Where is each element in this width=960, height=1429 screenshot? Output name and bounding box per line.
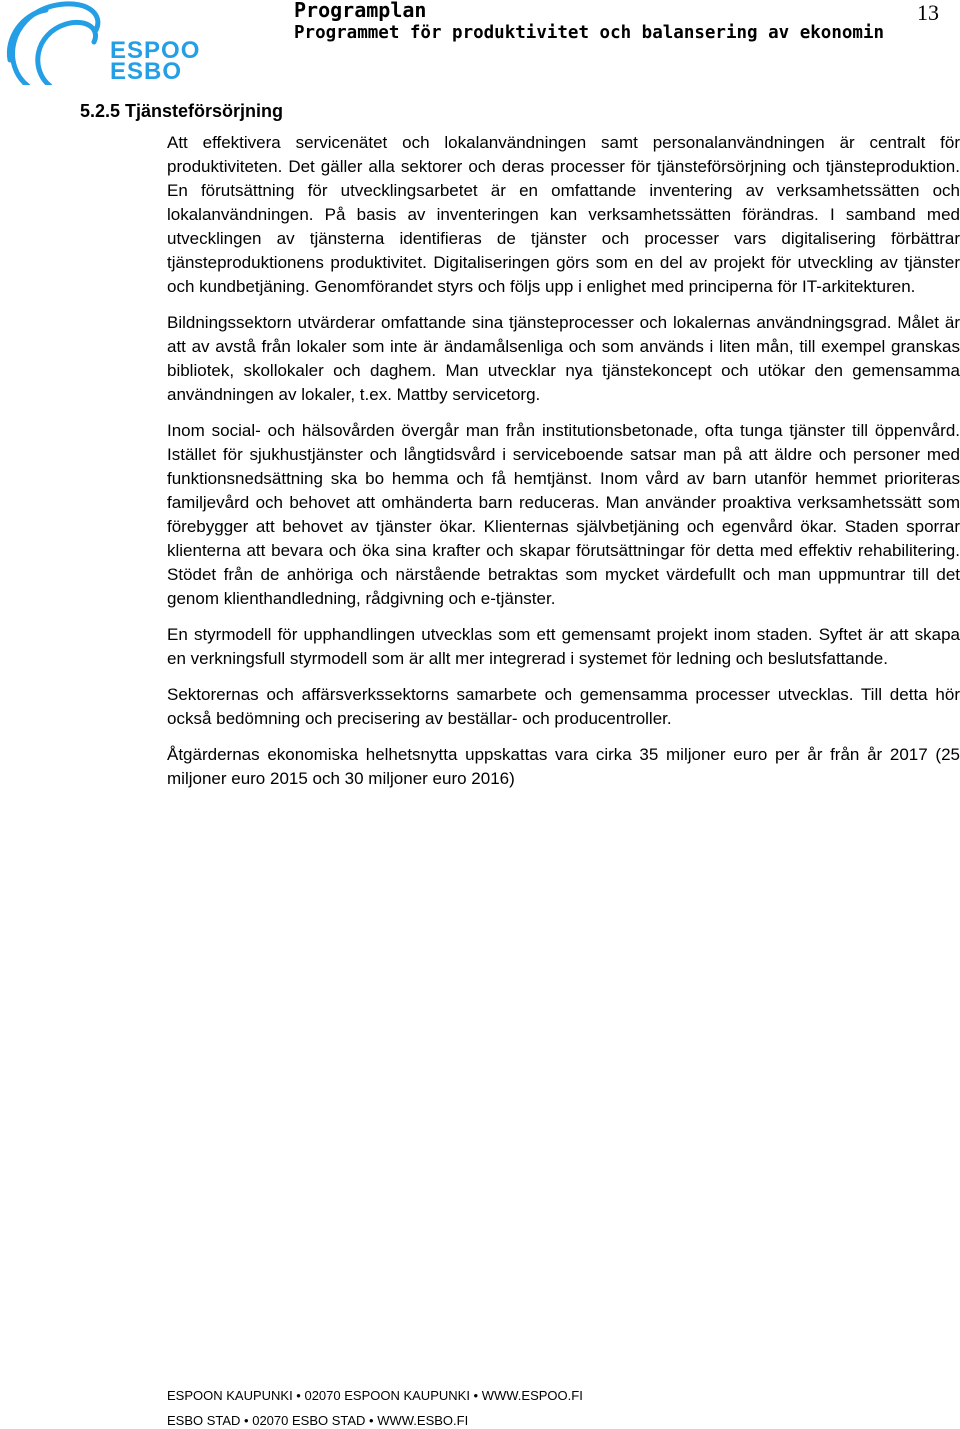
document-title: Programplan [294, 0, 427, 22]
logo-text-espoo: ESPOO [110, 37, 201, 64]
logo-text-esbo: ESBO [110, 58, 183, 85]
document-subtitle: Programmet för produktivitet och balansering av ekonomin [294, 23, 885, 43]
footer-swedish: ESBO STAD • 02070 ESBO STAD • WWW.ESBO.FI [167, 1413, 469, 1428]
page-number: 13 [917, 0, 939, 25]
body-text [167, 131, 960, 803]
espoo-swirl-icon [0, 0, 110, 85]
paragraph: Åtgärdernas ekonomiska helhetsnytta uppskattas vara cirka 35 miljoner euro per år från år 2017 (25 miljoner euro 2015 och 30 miljoner euro 2016) [167, 745, 960, 788]
paragraph: Inom social- och hälsovården övergår man från institutionsbetonade, ofta tunga tjänster till öppenvård. Istället för sjukhustjänster och långtidsvård i serviceboende satsar man på att äldre och personer med funktionsnedsättning ska bo hemma och få hemtjänst. Inom vård av barn utanför hemmet prioriteras familjevård och behovet att omhänderta barn reduceras. Man använder proaktiva verksamhetssätt som förebygger att behovet av tjänster ökar. Klienternas självbetjäning och egenvård ökar. Staden sporrar klienterna att bevara och öka sina krafter och skapar förutsättningar för detta med effektiv rehabilitering. Stödet från de anhöriga och närstående betraktas som mycket värdefullt och man uppmuntrar till det genom klienthandledning, rådgivning och e-tjänster. [167, 421, 960, 608]
paragraph: Sektorernas och affärsverkssektorns samarbete och gemensamma processer utvecklas. Till detta hör också bedömning och precisering av beställar- och producentroller. [167, 685, 960, 728]
paragraph: Bildningssektorn utvärderar omfattande sina tjänsteprocesser och lokalernas användningsgrad. Målet är att av avstå från lokaler som inte är ändamålsenliga och som används i liten mån, till exempel granskas bibliotek, skollokaler och daghem. Man utvecklar nya tjänstekoncept och utökar den gemensamma användningen av lokaler, t.ex. Mattby servicetorg. [167, 313, 960, 404]
espoo-esbo-logo [0, 0, 200, 85]
paragraph: Att effektivera servicenätet och lokalanvändningen samt personalanvändningen är centralt för produktiviteten. Det gäller alla sektorer och deras processer för tjänsteförsörjning och tjänsteproduktion. En förutsättning för utvecklingsarbetet är en omfattande inventering av verksamhetssätten och lokalanvändningen. På basis av inventeringen kan verksamhetssätten förändras. I samband med utvecklingen av tjänsterna identifieras de tjänster och processer vars digitalisering förbättrar tjänsteproduktionens produktivitet. Digitaliseringen görs som en del av projekt för utveckling av tjänster och kundbetjäning. Genomförandet styrs och följs upp i enlighet med principerna för IT-arkitekturen. [167, 133, 960, 296]
footer-finnish: ESPOON KAUPUNKI • 02070 ESPOON KAUPUNKI • WWW.ESPOO.FI [167, 1388, 583, 1403]
paragraph: En styrmodell för upphandlingen utvecklas som ett gemensamt projekt inom staden. Syftet är att skapa en verkningsfull styrmodell som är allt mer integrerad i systemet för ledning och beslutsfattande. [167, 625, 960, 668]
section-heading: 5.2.5 Tjänsteförsörjning [80, 101, 284, 121]
